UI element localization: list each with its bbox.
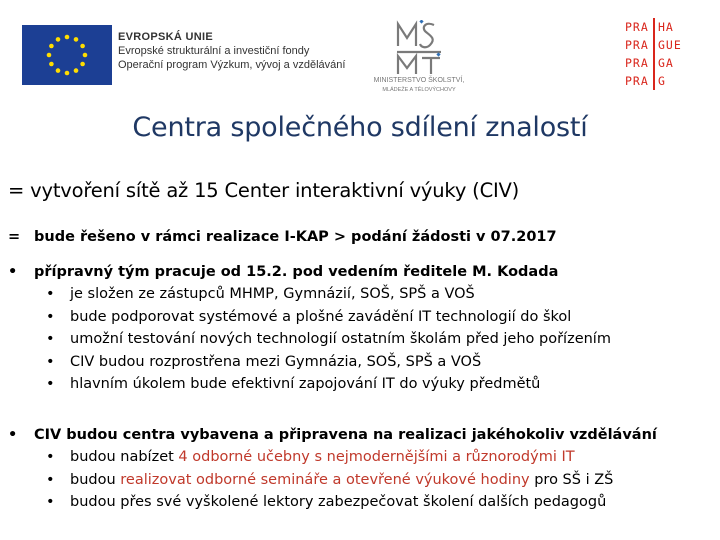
statement-line: [8, 229, 557, 245]
list-item: [8, 328, 611, 351]
list-item-main: [8, 424, 657, 446]
bullet-icon: •: [46, 471, 55, 488]
sub-item-post: pro SŠ i ZŠ: [529, 471, 614, 488]
bullet-icon: •: [8, 427, 18, 443]
list-item: [8, 491, 657, 514]
bullet-icon: •: [46, 353, 55, 370]
praha-cell: PRA: [622, 72, 655, 90]
sub-item-text: budou přes své vyškolené lektory zabezpečovat školení dalších pedagogů: [70, 494, 607, 510]
main-item-text: CIV budou centra vybavena a připravena na realizaci jakéhokoliv vzdělávání: [34, 427, 657, 443]
praha-cell: G: [658, 74, 666, 88]
list-item: [8, 351, 611, 374]
msmt-mark-icon: [394, 20, 444, 76]
bullet-icon: •: [46, 494, 55, 510]
praha-cell: PRA: [622, 54, 655, 72]
sub-item-highlight: 4 odborné učebny s nejmodernějšími a různorodými IT: [178, 449, 575, 465]
praha-cell: GUE: [658, 38, 682, 52]
slide-subtitle: = vytvoření sítě až 15 Center interaktivní výuky (CIV): [8, 179, 520, 202]
sub-item-text: bude podporovat systémové a plošné zavádění IT technologií do škol: [70, 308, 572, 325]
slide-title: Centra společného sdílení znalostí: [132, 112, 588, 143]
bullet-icon: •: [46, 376, 55, 392]
list-item-main: [8, 261, 611, 283]
praha-logo: [622, 18, 688, 90]
bullet-icon: •: [46, 308, 55, 325]
eu-flag-icon: [22, 25, 112, 85]
sub-item-text: hlavním úkolem bude efektivní zapojování IT do výuky předmětů: [70, 376, 541, 392]
statement-text: bude řešeno v rámci realizace I-KAP > podání žádosti v 07.2017: [34, 229, 557, 245]
list-item: [8, 283, 611, 306]
eu-program-text: [118, 30, 345, 72]
main-item-text: přípravný tým pracuje od 15.2. pod vedením ředitele M. Kodada: [34, 264, 559, 280]
sub-item-pre: budou: [70, 471, 121, 488]
bullet-icon: •: [46, 449, 55, 465]
eu-program: Operační program Výzkum, vývoj a vzdělávání: [118, 59, 346, 71]
sub-item-text: umožní testování nových technologií ostatním školám před jeho pořízením: [70, 331, 611, 347]
eu-name: EVROPSKÁ UNIE: [118, 31, 213, 43]
msmt-logo: [364, 18, 474, 96]
eu-funds: Evropské strukturální a investiční fondy: [118, 45, 310, 57]
logo-bar: [0, 0, 720, 110]
bullet-icon: •: [8, 264, 18, 280]
list-item: [8, 306, 611, 329]
praha-cell: PRA: [622, 18, 655, 36]
sub-item-pre: budou nabízet: [70, 449, 179, 465]
sub-item-text: CIV budou rozprostřena mezi Gymnázia, SOŠ, SPŠ a VOŠ: [70, 353, 482, 370]
praha-cell: HA: [658, 20, 674, 34]
bullet-icon: •: [46, 331, 55, 347]
msmt-name-2: MLÁDEŽE A TĚLOVÝCHOVY: [382, 87, 456, 93]
list-item: [8, 446, 657, 469]
sub-item-text: je složen ze zástupců MHMP, Gymnázií, SOŠ, SPŠ a VOŠ: [70, 286, 475, 302]
list-item: [8, 469, 657, 492]
msmt-name: MINISTERSTVO ŠKOLSTVÍ,: [373, 77, 465, 84]
equals-symbol: =: [8, 229, 21, 245]
bullet-icon: •: [46, 286, 55, 302]
praha-cell: GA: [658, 56, 674, 70]
praha-cell: PRA: [622, 36, 655, 54]
bullet-block-team: [8, 261, 611, 396]
bullet-block-civ: [8, 424, 657, 514]
sub-item-highlight: realizovat odborné semináře a otevřené výukové hodiny: [120, 471, 530, 488]
list-item: [8, 373, 611, 396]
